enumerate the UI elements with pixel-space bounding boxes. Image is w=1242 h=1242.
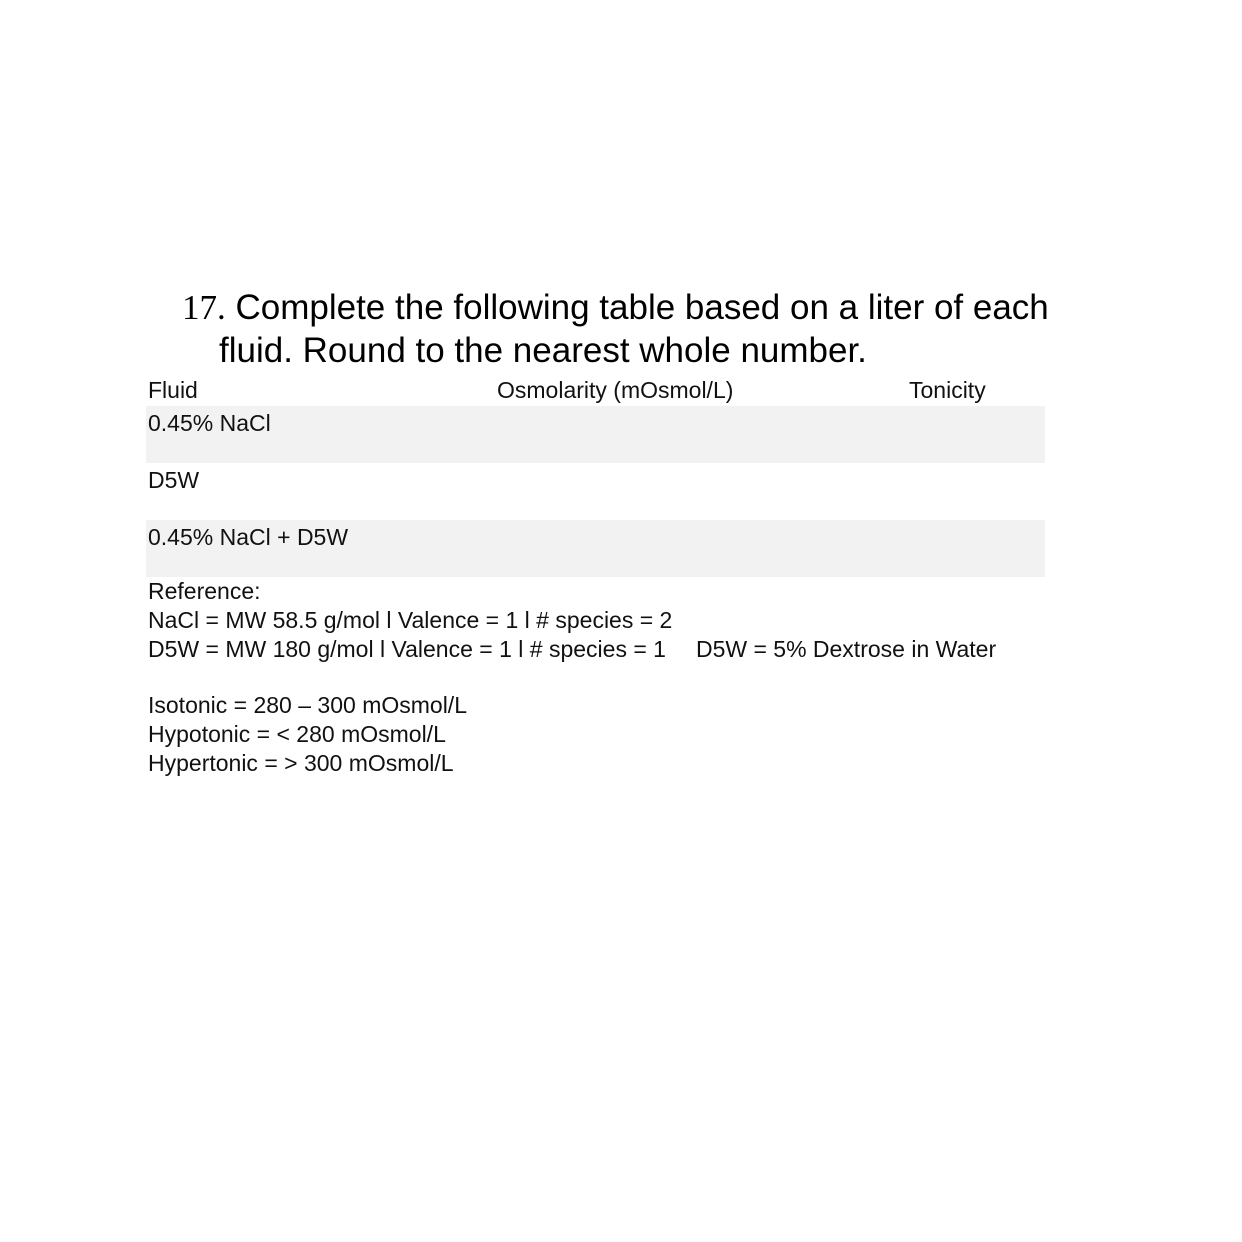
question-line-1: [182, 286, 1122, 329]
reference-isotonic: Isotonic = 280 – 300 mOsmol/L: [148, 692, 467, 718]
reference-d5w-definition: D5W = 5% Dextrose in Water: [695, 636, 997, 662]
reference-nacl: NaCl = MW 58.5 g/mol l Valence = 1 l # species = 2: [148, 607, 673, 633]
header-osmolarity: Osmolarity (mOsmol/L): [497, 377, 734, 403]
reference-spacer: [148, 664, 996, 691]
table-row: [146, 406, 1045, 463]
question-number: 17.: [182, 288, 226, 327]
reference-section: [148, 577, 996, 778]
reference-title: Reference:: [148, 578, 261, 604]
row-fluid-cell: 0.45% NaCl: [148, 410, 271, 436]
question-text: [182, 286, 1122, 372]
row-fluid-cell: 0.45% NaCl + D5W: [148, 524, 349, 550]
header-tonicity: Tonicity: [909, 377, 986, 403]
question-line-1-text: Complete the following table based on a liter of each: [235, 288, 1049, 327]
reference-hypertonic: Hypertonic = > 300 mOsmol/L: [148, 750, 454, 776]
table-row: [146, 463, 1045, 520]
question-line-2: fluid. Round to the nearest whole number.: [219, 331, 867, 370]
row-fluid-cell: D5W: [148, 467, 200, 493]
fluid-table: [146, 374, 1045, 577]
reference-d5w: D5W = MW 180 g/mol l Valence = 1 l # species = 1: [148, 636, 666, 662]
table-header: [146, 374, 1045, 406]
reference-hypotonic: Hypotonic = < 280 mOsmol/L: [148, 721, 446, 747]
table-row: [146, 520, 1045, 577]
header-fluid: Fluid: [148, 377, 198, 403]
reference-d5w-line: [148, 635, 996, 664]
